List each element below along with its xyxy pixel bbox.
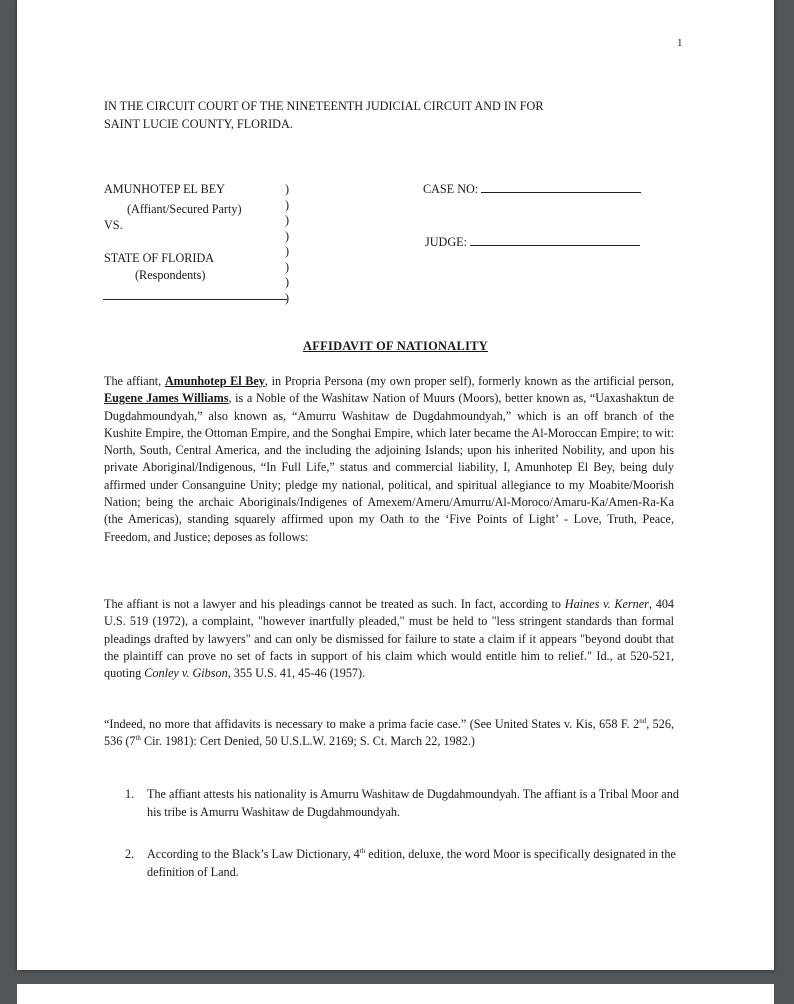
prima-facie-paragraph: “Indeed, no more that affidavits is necessary to make a prima facie case.” (See United States v. Kis, 658 F. 2nd, 526, 536 (7th Cir. 1981): Cert Denied, 50 U.S.L.W. 2169; S. Ct. March 22, 1982.) (104, 716, 675, 749)
document-title: AFFIDAVIT OF NATIONALITY (302, 339, 489, 353)
affiant-paragraph: The affiant, Amunhotep El Bey, in Propria Persona (my own proper self), formerly known as the artificial person, Eugene James Williams, is a Noble of the Washitaw Nation of Muurs (Moors), better known as, “Uaxashaktun de Dugdahmoundyah,” also known as, “Amurru Washitaw de Dugdahmoundyah,” which is an off branch of the Kushite Empire, the Ottoman Empire, and the Songhai Empire, which later became the Al-Moroccan Empire; to wit: North, South, Central America, and the including the adjoining Islands; upon his inherited Nobility, and upon his private Aboriginal/Indigenous, “In Full Life,” status and commercial liability, I, Amunhotep El Bey, being duly affirmed under Consanguine Unity; pledge my national, political, and spiritual allegiance to my Moabite/Moorish Nation; being the archaic Aboriginals/Indigenes of Amexem/Ameru/Amurru/Al-Moroco/Amaru-Ka/Amen-Ra-Ka (the Americas), standing squarely affirmed upon my Oath to the ‘Five Points of Light’ - Love, Truth, Peace, Freedom, and Justice; deposes as follows: (104, 374, 675, 544)
artificial-person-name: Eugene James Williams (104, 391, 229, 406)
versus-label: VS. (104, 218, 123, 232)
case-citation-conley: Conley v. Gibson (144, 666, 228, 681)
not-a-lawyer-paragraph: The affiant is not a lawyer and his pleadings cannot be treated as such. In fact, according to Haines v. Kerner, 404 U.S. 519 (1972), a complaint, "however inartfully pleaded," must be held to "less stringent standards than formal pleadings drafted by lawyers" and can only be dismissed for failure to state a claim if it appears "beyond doubt that the plaintiff can prove no set of facts in support of his claim which would entitle him to relief." Id., at 520-521, quoting Conley v. Gibson, 355 U.S. 41, 45-46 (1957). (104, 597, 675, 681)
judge-field (425, 233, 640, 250)
document-page (17, 0, 774, 970)
list-item-number: 1. (125, 787, 135, 801)
defendant-name: STATE OF FLORIDA (104, 251, 215, 265)
affiant-name: Amunhotep El Bey (164, 374, 265, 388)
page-number: 1 (677, 37, 683, 49)
plaintiff-name: AMUNHOTEP EL BEY (104, 182, 225, 196)
list-item (125, 846, 685, 881)
list-item-text: According to the Black’s Law Dictionary, 4th edition, deluxe, the word Moor is specifically designated in the definition of Land. (147, 846, 676, 879)
next-page-edge (17, 984, 774, 1004)
judge-label: JUDGE: (425, 235, 467, 249)
court-line-2: SAINT LUCIE COUNTY, FLORIDA. (104, 117, 293, 131)
case-citation-haines: Haines v. Kerner (564, 597, 649, 611)
plaintiff-role: (Affiant/Secured Party) (127, 202, 242, 216)
defendant-role: (Respondents) (135, 268, 206, 282)
court-heading (104, 97, 543, 133)
list-item-number: 2. (125, 847, 135, 861)
judge-blank (470, 233, 640, 246)
case-number-field (423, 180, 641, 197)
case-number-label: CASE NO: (423, 182, 479, 196)
list-item-text: The affiant attests his nationality is Amurru Washitaw de Dugdahmoundyah. The affiant is a Tribal Moor and his tribe is Amurru Washitaw de Dugdahmoundyah. (147, 787, 679, 819)
court-line-1: IN THE CIRCUIT COURT OF THE NINETEENTH JUDICIAL CIRCUIT AND IN FOR (104, 99, 544, 113)
caption-parentheses: ) ) ) ) ) ) ) ) (285, 182, 290, 305)
case-number-blank (481, 180, 641, 193)
caption-underline (103, 299, 287, 300)
list-item (125, 786, 685, 821)
